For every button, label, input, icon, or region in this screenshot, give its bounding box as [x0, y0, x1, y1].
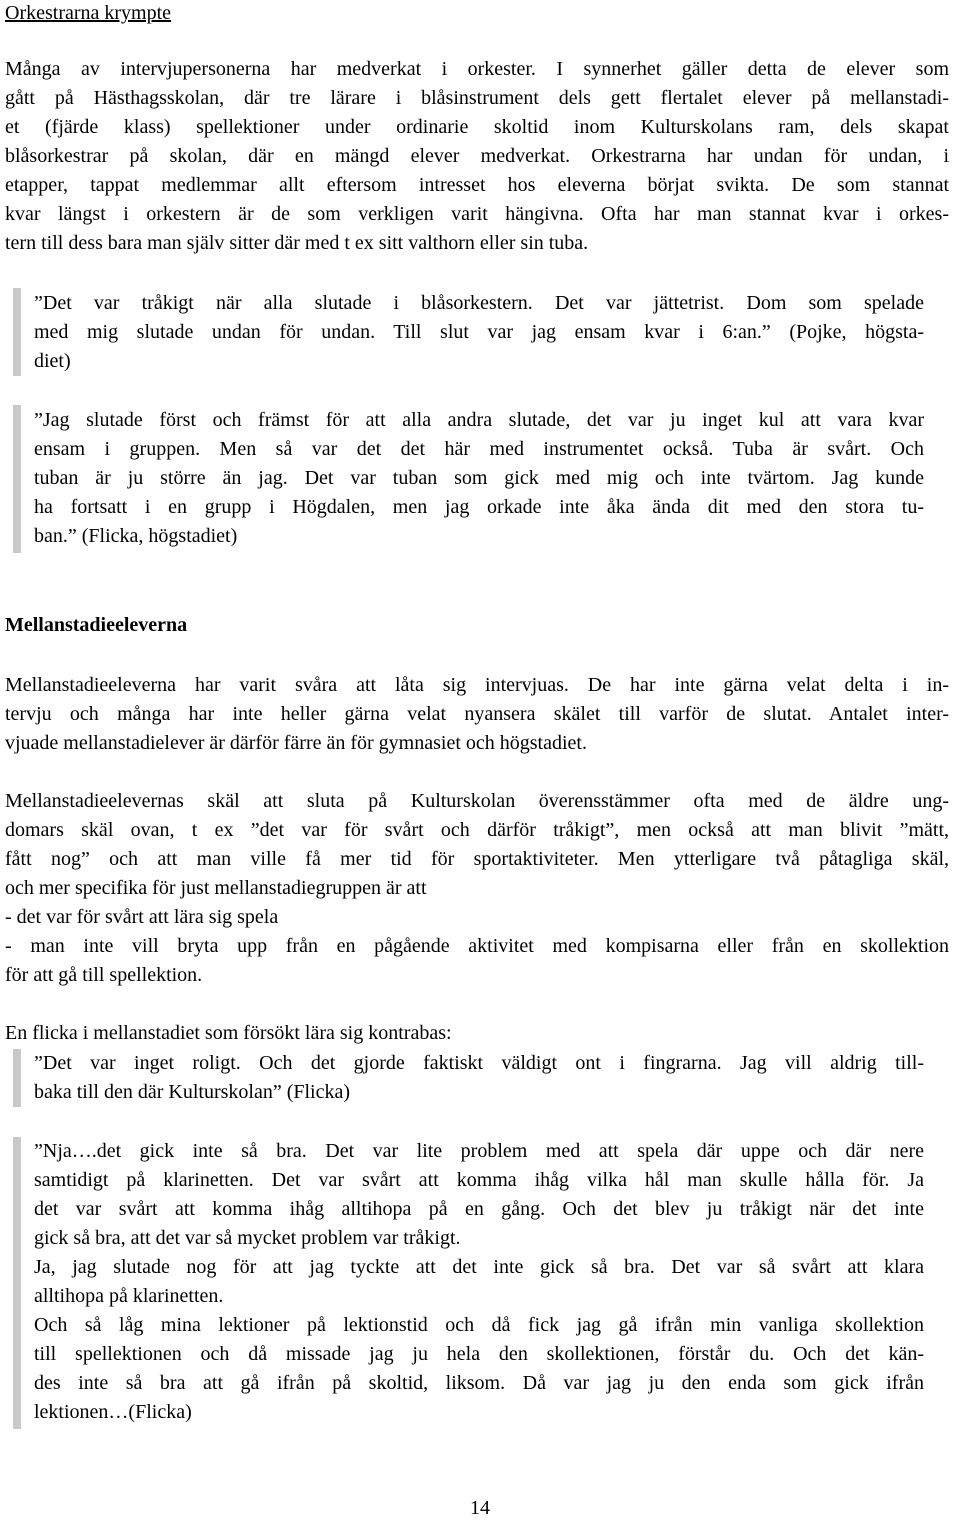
paragraph-mellanstadie-intro [5, 671, 949, 758]
quote-bar [13, 1049, 21, 1107]
quote-kontrabas [34, 1049, 924, 1107]
quote-bar [13, 1137, 21, 1429]
paragraph-orchestras [5, 55, 949, 258]
quote-line: Och så låg mina lektioner på lektionstid och då fick jag gå ifrån min vanliga skollektion [34, 1314, 924, 1336]
paragraph-line: Många av intervjupersonerna har medverkat i orkester. I synnerhet gäller detta de elever som [5, 58, 950, 80]
paragraph-line: En flicka i mellanstadiet som försökt lära sig kontrabas: [5, 1022, 452, 1044]
quote-line: ”Det var tråkigt när alla slutade i blåsorkestern. Det var jättetrist. Dom som spelade [34, 292, 924, 314]
quote-line: ”Jag slutade först och främst för att alla andra slutade, det var ju inget kul att vara kvar [34, 409, 924, 431]
paragraph-kontrabas [5, 1019, 949, 1048]
quote-line: alltihopa på klarinetten. [34, 1285, 224, 1307]
quote-pojke [34, 289, 924, 376]
quote-line: des inte så bra att gå ifrån på skoltid, liksom. Då var jag ju den enda som gick ifrån [34, 1372, 924, 1394]
quote-line: samtidigt på klarinetten. Det var svårt att komma ihåg vilka hål man skulle hålla för. Ja [34, 1169, 924, 1191]
quote-line: ensam i gruppen. Men så var det det här med instrumentet också. Tuba är svårt. Och [34, 438, 924, 460]
quote-line: det var svårt att komma ihåg alltihopa på en gång. Och det blev ju tråkigt när det inte [34, 1198, 924, 1220]
quote-bar [13, 405, 21, 553]
quote-line: ”Nja….det gick inte så bra. Det var lite problem med att spela där uppe och där nere [34, 1140, 924, 1162]
paragraph-line: - man inte vill bryta upp från en pågående aktivitet med kompisarna eller från en skollektion [5, 935, 949, 957]
paragraph-line: vjuade mellanstadielever är därför färre än för gymnasiet och högstadiet. [5, 732, 587, 754]
paragraph-line: kvar längst i orkestern är de som verkligen varit hängivna. Ofta har man stannat kvar i orkes- [5, 203, 949, 225]
quote-line: gick så bra, att det var så mycket problem var tråkigt. [34, 1227, 461, 1249]
paragraph-line: och mer specifika för just mellanstadiegruppen är att [5, 877, 427, 899]
section-link-orkestrarna-krympte[interactable]: Orkestrarna krympte [5, 2, 172, 24]
quote-line: tuban är ju större än jag. Det var tuban som gick med mig och inte tvärtom. Jag kunde [34, 467, 924, 489]
paragraph-line: tervju och många har inte heller gärna velat nyansera skälet till varför de slutat. Antalet inter- [5, 703, 949, 725]
quote-klarinett [34, 1137, 924, 1427]
paragraph-line: et (fjärde klass) spellektioner under ordinarie skoltid inom Kulturskolans ram, dels skapat [5, 116, 949, 138]
quote-bar [13, 288, 21, 376]
paragraph-line: gått på Hästhagsskolan, där tre lärare i blåsinstrument dels gett flertalet elever på mellanstadi- [5, 87, 949, 109]
quote-line: lektionen…(Flicka) [34, 1401, 192, 1423]
paragraph-line: domars skäl ovan, t ex ”det var för svårt och därför tråkigt”, men också att man blivit ”mätt, [5, 819, 949, 841]
paragraph-line: fått nog” och att man ville få mer tid för sportaktiviteter. Men ytterligare två påtagliga skäl, [5, 848, 949, 870]
quote-line: till spellektionen och då missade jag ju hela den skollektionen, förstår du. Och det kän- [34, 1343, 924, 1365]
paragraph-line: Mellanstadieeleverna har varit svåra att låta sig intervjuas. De har inte gärna velat delta i in- [5, 674, 949, 696]
quote-line: ha fortsatt i en grupp i Högdalen, men jag orkade inte åka ända dit med den stora tu- [34, 496, 924, 518]
paragraph-line: - det var för svårt att lära sig spela [5, 906, 279, 928]
paragraph-line: tern till dess bara man själv sitter där med t ex sitt valthorn eller sin tuba. [5, 232, 589, 254]
quote-flicka-hogstadiet [34, 406, 924, 551]
quote-line: med mig slutade undan för undan. Till slut var jag ensam kvar i 6:an.” (Pojke, högsta- [34, 321, 924, 343]
quote-line: diet) [34, 350, 71, 372]
paragraph-line: etapper, tappat medlemmar allt eftersom intresset hos eleverna börjat svikta. De som stannat [5, 174, 949, 196]
quote-line: baka till den där Kulturskolan” (Flicka) [34, 1081, 351, 1103]
section-heading: Mellanstadieeleverna [5, 614, 188, 636]
quote-line: Ja, jag slutade nog för att jag tyckte att det inte gick så bra. Det var så svårt att klara [34, 1256, 924, 1278]
paragraph-mellanstadie-reasons [5, 787, 949, 990]
quote-line: ban.” (Flicka, högstadiet) [34, 525, 238, 547]
paragraph-line: för att gå till spellektion. [5, 964, 203, 986]
paragraph-line: blåsorkestrar på skolan, där en mängd elever medverkat. Orkestrarna har undan för undan, i [5, 145, 949, 167]
quote-line: ”Det var inget roligt. Och det gjorde faktiskt väldigt ont i fingrarna. Jag vill aldrig till- [34, 1052, 924, 1074]
page-number: 14 [470, 1497, 490, 1519]
paragraph-line: Mellanstadieelevernas skäl att sluta på Kulturskolan överensstämmer ofta med de äldre ung- [5, 790, 949, 812]
